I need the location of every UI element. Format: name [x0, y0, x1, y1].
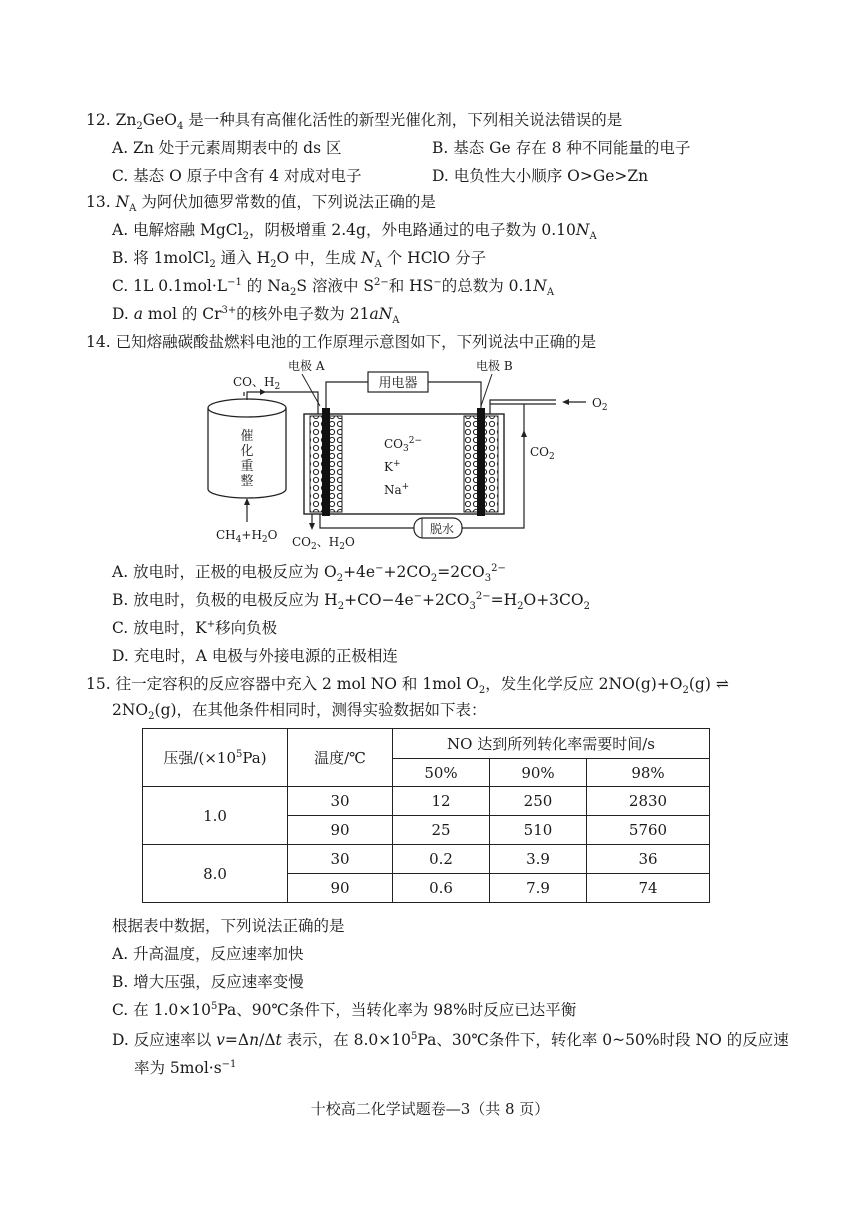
cell-90: 510	[490, 816, 587, 845]
table-row	[143, 845, 710, 874]
cell-temp: 30	[288, 787, 393, 816]
header-temperature: 温度/℃	[288, 729, 393, 787]
ion-sodium: Na+	[384, 482, 410, 497]
header-90: 90%	[490, 759, 587, 787]
q15-option-a: A. 升高温度，反应速率加快	[112, 945, 304, 963]
feed-label: $CH_4+H_2O$	[216, 528, 278, 545]
oxygen-label: $O_2$	[592, 396, 608, 413]
q12-option-a: A. Zn 处于元素周期表中的 ds 区	[112, 139, 342, 157]
header-98: 98%	[587, 759, 710, 787]
q15-lead: 根据表中数据，下列说法正确的是	[112, 917, 345, 935]
q12-option-b: B. 基态 Ge 存在 8 种不同能量的电子	[432, 139, 691, 157]
question-15-stem-line-2: $2NO_2(g)$，在其他条件相同时，测得实验数据如下表：	[112, 701, 487, 723]
electrode-b-label: 电极 B	[476, 359, 513, 373]
q14-option-a: A. 放电时，正极的电极反应为 $O_2+4e^-+2CO_2=2CO_3^{2-}$	[112, 562, 506, 585]
oxygen-arrowhead	[562, 399, 569, 405]
question-12-stem: 12. $Zn_2GeO_4$ 是一种具有高催化活性的新型光催化剂，下列相关说法错误的是	[86, 111, 623, 133]
cell-98: 2830	[587, 787, 710, 816]
q14-option-d: D. 充电时，A 电极与外接电源的正极相连	[112, 647, 398, 665]
cell-98: 5760	[587, 816, 710, 845]
cell-pressure: 8.0	[143, 845, 288, 903]
electrode-a-rod	[322, 408, 330, 516]
cell-50: 0.6	[393, 874, 490, 903]
cell-pressure: 1.0	[143, 787, 288, 845]
cell-50: 25	[393, 816, 490, 845]
cell-98: 74	[587, 874, 710, 903]
co2-right-label: $CO_2$	[530, 445, 555, 462]
q13-option-a: A. 电解熔融 MgCl$_2$，阴极增重 2.4g，外电路通过的电子数为 $0.10N_A$	[112, 221, 597, 243]
q12-option-d: D. 电负性大小顺序 O>Ge>Zn	[432, 167, 649, 185]
feed-arrowhead	[244, 498, 250, 505]
cell-90: 7.9	[490, 874, 587, 903]
fuel-cell-diagram	[200, 356, 620, 552]
cell-90: 250	[490, 787, 587, 816]
question-14-stem: 14. 已知熔融碳酸盐燃料电池的工作原理示意图如下，下列说法中正确的是	[86, 333, 597, 351]
q15-option-d-line-2: 率为 $5mol\cdot s^{-1}$	[134, 1058, 237, 1077]
co2-recycle-arrowhead	[521, 430, 527, 437]
q14-option-c: C. 放电时，K+移向负极	[112, 618, 278, 637]
question-13-stem: 13. $N_A$ 为阿伏加德罗常数的值，下列说法正确的是	[86, 193, 436, 215]
page-footer: 十校高二化学试题卷—3（共 8 页）	[310, 1100, 550, 1118]
outlet-arrowhead	[309, 523, 315, 530]
reformer-char-1: 催	[240, 429, 254, 444]
appliance-label: 用电器	[378, 376, 418, 391]
cell-temp: 30	[288, 845, 393, 874]
q13-option-b: B. 将 1molCl$_2$ 通入 $H_2O$ 中，生成 $N_A$ 个 HClO 分子	[112, 249, 487, 271]
question-15-stem-line-1: 15. 往一定容积的反应容器中充入 2 mol NO 和 1mol $O_2$，发生化学反应 $2NO(g)+O_2(g)$ ⇌	[86, 675, 729, 697]
reformer-outlet-arrowhead	[260, 389, 266, 395]
outlet-label: $CO_2$、$H_2O$	[292, 535, 355, 552]
oxygen-inlet-pipe	[490, 400, 556, 414]
inlet-label: CO、$H_2$	[233, 375, 281, 392]
reformer-char-4: 整	[240, 474, 254, 489]
q12-option-c: C. 基态 O 原子中含有 4 对成对电子	[112, 167, 362, 185]
table-row	[143, 787, 710, 816]
reformer-char-3: 重	[240, 459, 254, 474]
q15-option-b: B. 增大压强，反应速率变慢	[112, 973, 304, 991]
ion-potassium: K+	[384, 459, 401, 474]
experiment-data-table	[142, 728, 710, 903]
dehydrator-label: 脱水	[429, 522, 455, 536]
q13-option-d: D. a mol 的 $Cr^{3+}$的核外电子数为 $21aN_A$	[112, 304, 400, 327]
q13-option-c: C. 1L $0.1mol\cdot L^{-1}$ 的 $Na_2S$ 溶液中 $S^{2-}$和 HS−的总数为 $0.1N_A$	[112, 276, 555, 299]
cell-90: 3.9	[490, 845, 587, 874]
cell-temp: 90	[288, 816, 393, 845]
cell-98: 36	[587, 845, 710, 874]
header-conversion-time: NO 达到所列转化率需要时间/s	[393, 729, 710, 759]
q15-option-d-line-1: D. 反应速率以 v=Δn/Δt 表示，在 $8.0\times 10^5Pa$、30℃条件下，转化率 0~50%时段 NO 的反应速	[112, 1030, 789, 1049]
cell-temp: 90	[288, 874, 393, 903]
reformer-char-2: 化	[240, 444, 254, 459]
electrode-b-rod	[477, 408, 485, 516]
cell-50: 12	[393, 787, 490, 816]
q15-option-c: C. 在 $1.0\times 10^5Pa$、90℃条件下，当转化率为 98%时反应已达平衡	[112, 1000, 577, 1019]
header-pressure: 压强$/(\times 10^5Pa)$	[143, 729, 288, 787]
cell-50: 0.2	[393, 845, 490, 874]
electrode-a-label: 电极 A	[288, 359, 325, 373]
header-50: 50%	[393, 759, 490, 787]
ion-carbonate: $CO_3^{2-}$	[384, 436, 423, 454]
q14-option-b: B. 放电时，负极的电极反应为 $H_2+CO-4e^-+2CO_3^{2-}=H_2O+3CO_2$	[112, 590, 590, 613]
